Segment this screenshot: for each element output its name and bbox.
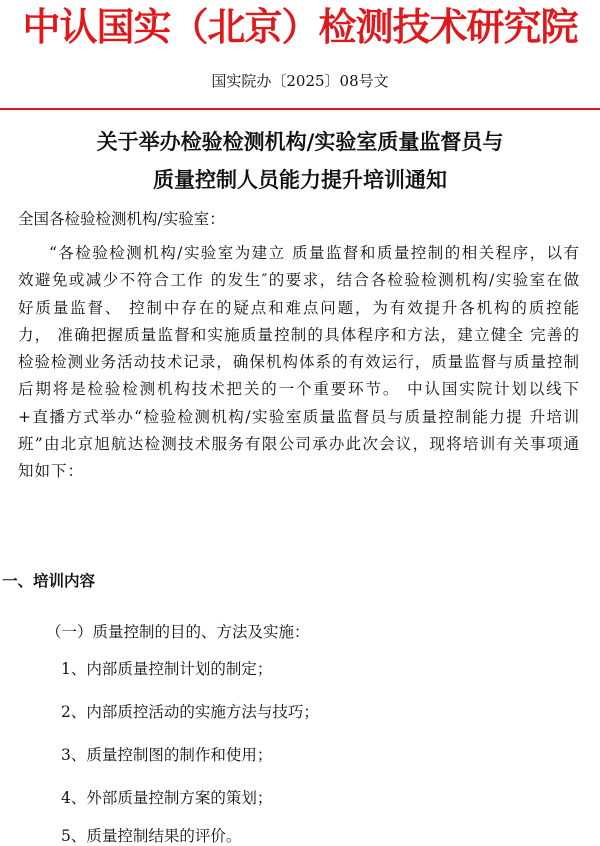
organization-letterhead: 中认国实（北京）检测技术研究院 xyxy=(22,5,578,49)
notice-title-line-1: 关于举办检验检测机构/实验室质量监督员与 xyxy=(96,129,504,154)
salutation: 全国各检验检测机构/实验室： xyxy=(18,210,225,228)
list-item: 5、质量控制结果的评价。 xyxy=(61,827,242,845)
list-item: 4、外部质量控制方案的策划； xyxy=(61,789,273,807)
letterhead-divider xyxy=(0,108,600,110)
list-item: 3、质量控制图的制作和使用； xyxy=(61,746,273,764)
list-item: 1、内部质量控制计划的制定； xyxy=(61,660,273,678)
subsection-heading: （一）质量控制的目的、方法及实施： xyxy=(46,623,310,641)
document-number: 国实院办〔2025〕08号文 xyxy=(211,72,389,90)
notice-title-line-2: 质量控制人员能力提升培训通知 xyxy=(153,167,447,192)
body-paragraph: “各检验检测机构/实验室为建立 质量监督和质量控制的相关程序，以有效避免或减少不符合工作 的发生″的要求，结合各检验检测机构/实验室在做好质量监督、 控制中存在的疑点和难点问题，为有效提升各机构的质控能力， 准确把握质量监督和实施质量控制的具体程序和方法，建立健全 完善的检验检测业务活动技术记录，确保机构体系的有效运行，质量监督与质量控制后期将是检验检测机构技术把关的一个重要环节。 中认国实院计划以线下+直播方式举办“检验检测机构/实验室质量监督员与质量控制能力提 升培训班”由北京旭航达检测技术服务有限公司承办此次会议，现将培训有关事项通知如下： xyxy=(18,244,580,481)
list-item: 2、内部质控活动的实施方法与技巧； xyxy=(61,703,319,721)
section-heading: 一、培训内容 xyxy=(2,572,96,590)
